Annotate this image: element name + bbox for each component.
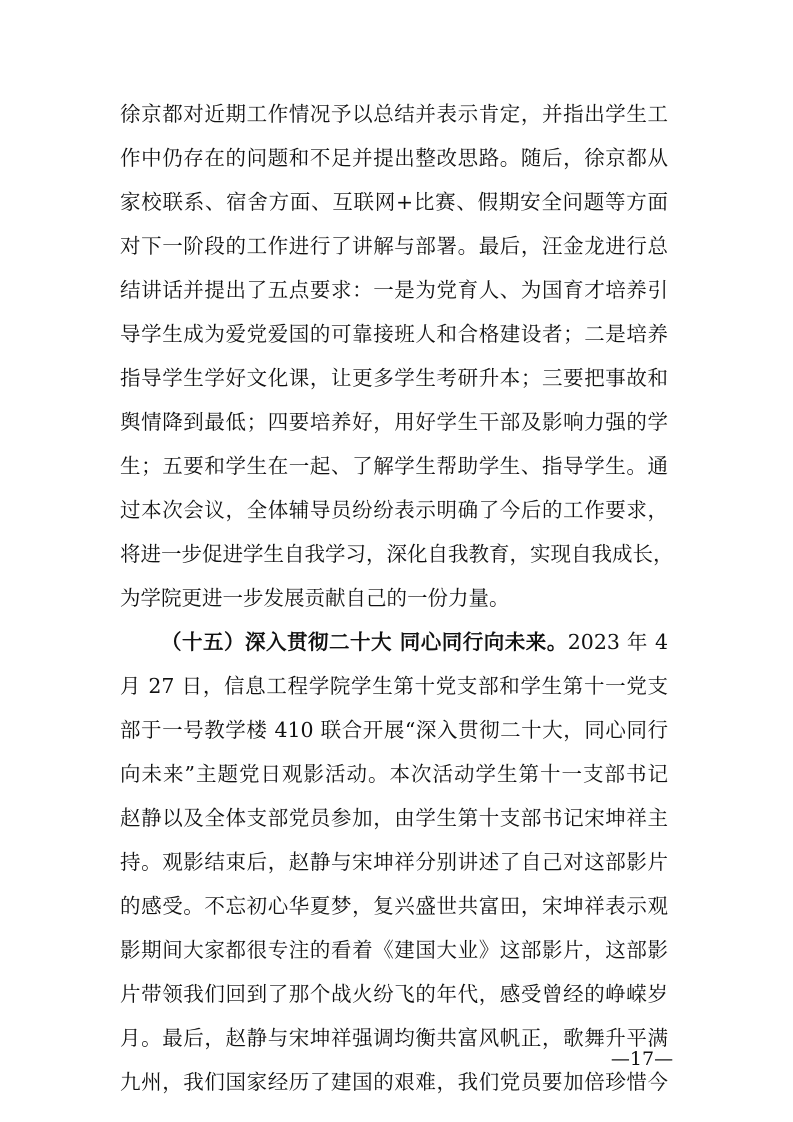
body-text-line: 月 27 日，信息工程学院学生第十党支部和学生第十一党支 <box>120 674 668 698</box>
body-text-line: 持。观影结束后，赵静与宋坤祥分别讲述了自己对这部影片 <box>120 850 668 874</box>
page-number: —17— <box>610 1048 674 1070</box>
body-text-line: 月。最后，赵静与宋坤祥强调均衡共富风帆正，歌舞升平满 <box>120 1026 668 1050</box>
body-text-line: 向未来”主题党日观影活动。本次活动学生第十一支部书记 <box>120 762 668 786</box>
body-text-line: 的感受。不忘初心华夏梦，复兴盛世共富田，宋坤祥表示观 <box>120 894 668 918</box>
body-text-line: 部于一号教学楼 410 联合开展“深入贯彻二十大，同心同行 <box>120 718 668 742</box>
section-heading-line <box>161 627 668 657</box>
body-text-line: 为学院更进一步发展贡献自己的一份力量。 <box>120 586 510 610</box>
body-text-line: 对下一阶段的工作进行了讲解与部署。最后，汪金龙进行总 <box>120 234 668 258</box>
body-text-line: 影期间大家都很专注的看着《建国大业》这部影片，这部影 <box>120 938 668 962</box>
body-text-line: 将进一步促进学生自我学习，深化自我教育，实现自我成长， <box>120 542 674 566</box>
body-text-line: 过本次会议，全体辅导员纷纷表示明确了今后的工作要求， <box>120 498 668 522</box>
body-text-line: 舆情降到最低；四要培养好，用好学生干部及影响力强的学 <box>120 410 668 434</box>
body-text-line: 徐京都对近期工作情况予以总结并表示肯定，并指出学生工 <box>120 102 668 126</box>
body-text-line: 赵静以及全体支部党员参加，由学生第十支部书记宋坤祥主 <box>120 806 668 830</box>
body-text-line: 导学生成为爱党爱国的可靠接班人和合格建设者；二是培养 <box>120 322 668 346</box>
body-text-line: 作中仍存在的问题和不足并提出整改思路。随后，徐京都从 <box>120 146 668 170</box>
section-heading: （十五）深入贯彻二十大 同心同行向未来。 <box>161 630 568 654</box>
body-text-line: 生；五要和学生在一起、了解学生帮助学生、指导学生。通 <box>120 454 668 478</box>
body-text-line: 家校联系、宿舍方面、互联网+比赛、假期安全问题等方面 <box>120 190 668 214</box>
body-text-line: 指导学生学好文化课，让更多学生考研升本；三要把事故和 <box>120 366 668 390</box>
section-first-line-text: 2023 年 4 <box>567 630 668 654</box>
body-text-line: 片带领我们回到了那个战火纷飞的年代，感受曾经的峥嵘岁 <box>120 982 668 1006</box>
body-text-line: 结讲话并提出了五点要求：一是为党育人、为国育才培养引 <box>120 278 668 302</box>
body-text-line: 九州，我们国家经历了建国的艰难，我们党员要加倍珍惜今 <box>120 1070 668 1094</box>
